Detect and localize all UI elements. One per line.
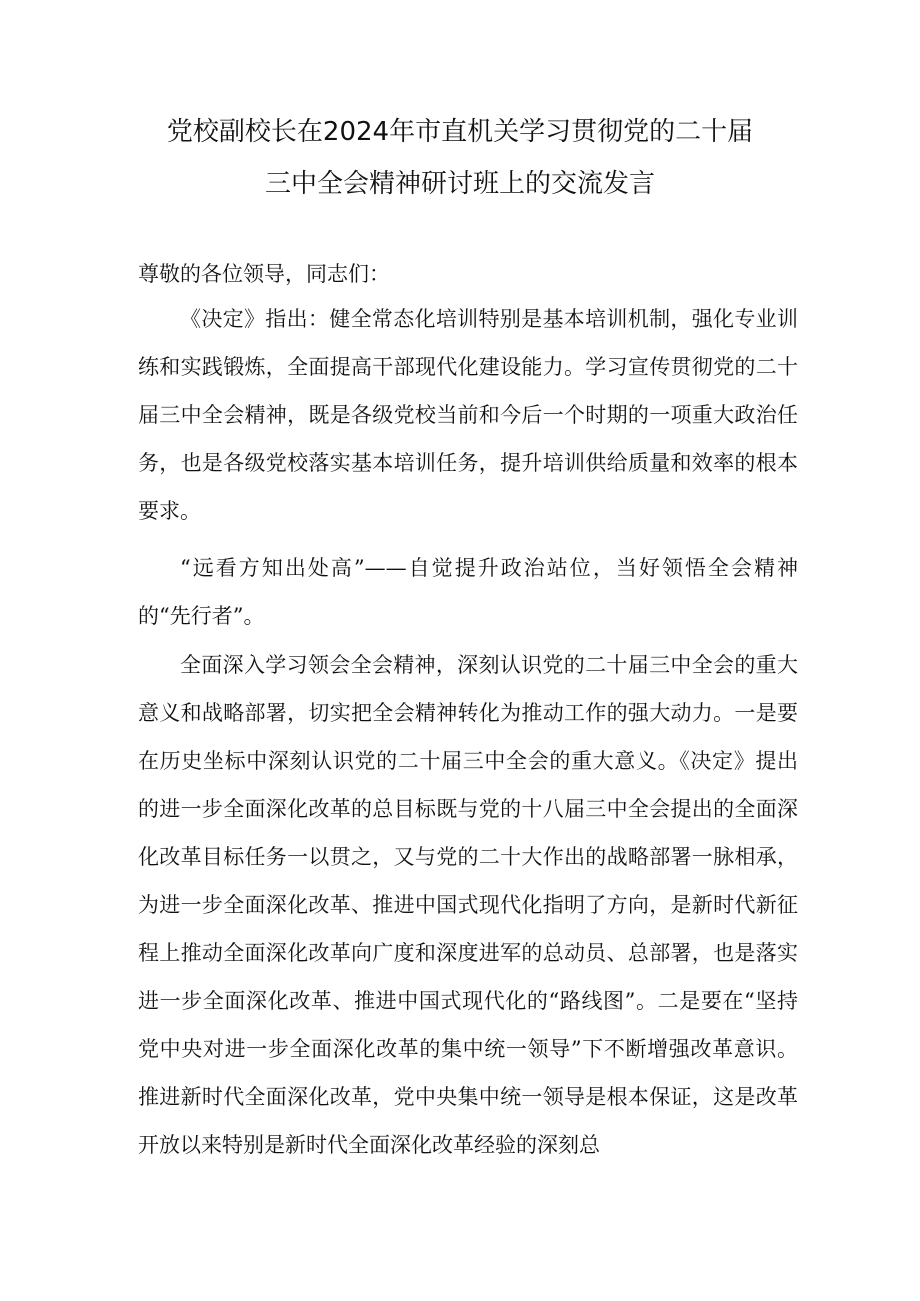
paragraph-1: 《决定》指出：健全常态化培训特别是基本培训机制，强化专业训练和实践锻炼，全面提高干部现代化建设能力。学习宣传贯彻党的二十届三中全会精神，既是各级党校当前和今后一个时期的一项重大政治任务，也是各级党校落实基本培训任务，提升培训供给质量和效率的根本要求。: [138, 307, 798, 523]
salutation: 尊敬的各位领导，同志们：: [138, 262, 390, 286]
paragraph-3: 全面深入学习领会全会精神，深刻认识党的二十届三中全会的重大意义和战略部署，切实把全会精神转化为推动工作的强大动力。一是要在历史坐标中深刻认识党的二十届三中全会的重大意义。《决定》提出的进一步全面深化改革的总目标既与党的十八届三中全会提出的全面深化改革目标任务一以贯之，又与党的二十大作出的战略部署一脉相承，为进一步全面深化改革、推进中国式现代化指明了方向，是新时代新征程上推动全面深化改革向广度和深度进军的总动员、总部署，也是落实进一步全面深化改革、推进中国式现代化的“路线图”。二是要在“坚持党中央对进一步全面深化改革的集中统一领导”下不断增强改革意识。推进新时代全面深化改革，党中央集中统一领导是根本保证，这是改革开放以来特别是新时代全面深化改革经验的深刻总: [138, 653, 798, 1157]
document-title-line-1: 党校副校长在2024年市直机关学习贯彻党的二十届: [166, 117, 754, 147]
paragraph-2-heading: “远看方知出处高”——自觉提升政治站位，当好领悟全会精神的“先行者”。: [138, 556, 798, 628]
document-title-line-2: 三中全会精神研讨班上的交流发言: [264, 169, 655, 199]
